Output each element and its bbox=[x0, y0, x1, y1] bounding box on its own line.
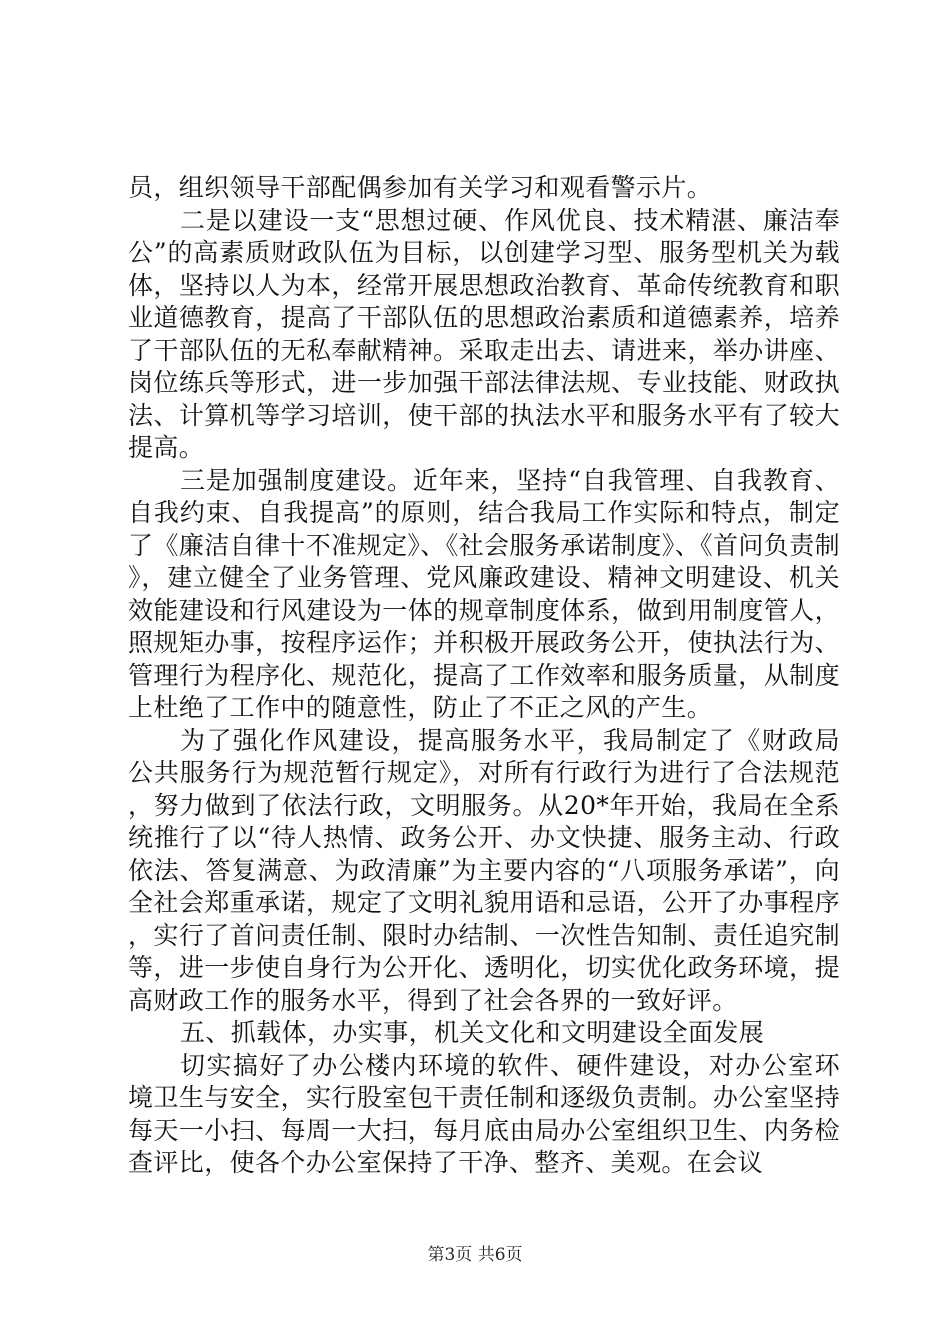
paragraph-system-building: 三是加强制度建设。近年来，坚持“自我管理、自我教育、自我约束、自我提高”的原则，结合我局工作实际和特点，制定了《廉洁自律十不准规定》、《社会服务承诺制度》、《首问负责制》，建立健全了业务管理、党风廉政建设、精神文明建设、机关效能建设和行风建设为一体的规章制度体系，做到用制度管人，照规矩办事，按程序运作；并积极开展政务公开，使执法行为、管理行为程序化、规范化，提高了工作效率和服务质量，从制度上杜绝了工作中的随意性，防止了不正之风的产生。 bbox=[128, 465, 841, 722]
paragraph-office-environment: 切实搞好了办公楼内环境的软件、硬件建设，对办公室环境卫生与安全，实行股室包干责任制和逐级负责制。办公室坚持每天一小扫、每周一大扫，每月底由局办公室组织卫生、内务检查评比，使各个办公室保持了干净、整齐、美观。在会议 bbox=[128, 1050, 840, 1177]
paragraph-continuation: 员，组织领导干部配偶参加有关学习和观看警示片。 bbox=[128, 173, 713, 202]
document-body bbox=[128, 172, 840, 1180]
paragraph-service-style: 为了强化作风建设，提高服务水平，我局制定了《财政局公共服务行为规范暂行规定》，对所有行政行为进行了合法规范，努力做到了依法行政，文明服务。从20*年开始，我局在全系统推行了以“待人热情、政务公开、办文快捷、服务主动、行政依法、答复满意、为政清廉”为主要内容的“八项服务承诺”，向全社会郑重承诺，规定了文明礼貌用语和忌语，公开了办事程序，实行了首问责任制、限时办结制、一次性告知制、责任追究制等，进一步使自身行为公开化、透明化，切实优化政务环境，提高财政工作的服务水平，得到了社会各界的一致好评。 bbox=[128, 725, 840, 1015]
section-heading-five: 五、抓载体，办实事，机关文化和文明建设全面发展 bbox=[180, 1018, 765, 1047]
page-number-footer: 第3页 共6页 bbox=[427, 1245, 523, 1265]
paragraph-staff-building: 二是以建设一支“思想过硬、作风优良、技术精湛、廉洁奉公”的高素质财政队伍为目标，以创建学习型、服务型机关为载体，坚持以人为本，经常开展思想政治教育、革命传统教育和职业道德教育，提高了干部队伍的思想政治素质和道德素养，培养了干部队伍的无私奉献精神。采取走出去、请进来，举办讲座、岗位练兵等形式，进一步加强干部法律法规、专业技能、财政执法、计算机等学习培训，使干部的执法水平和服务水平有了较大提高。 bbox=[128, 205, 840, 462]
